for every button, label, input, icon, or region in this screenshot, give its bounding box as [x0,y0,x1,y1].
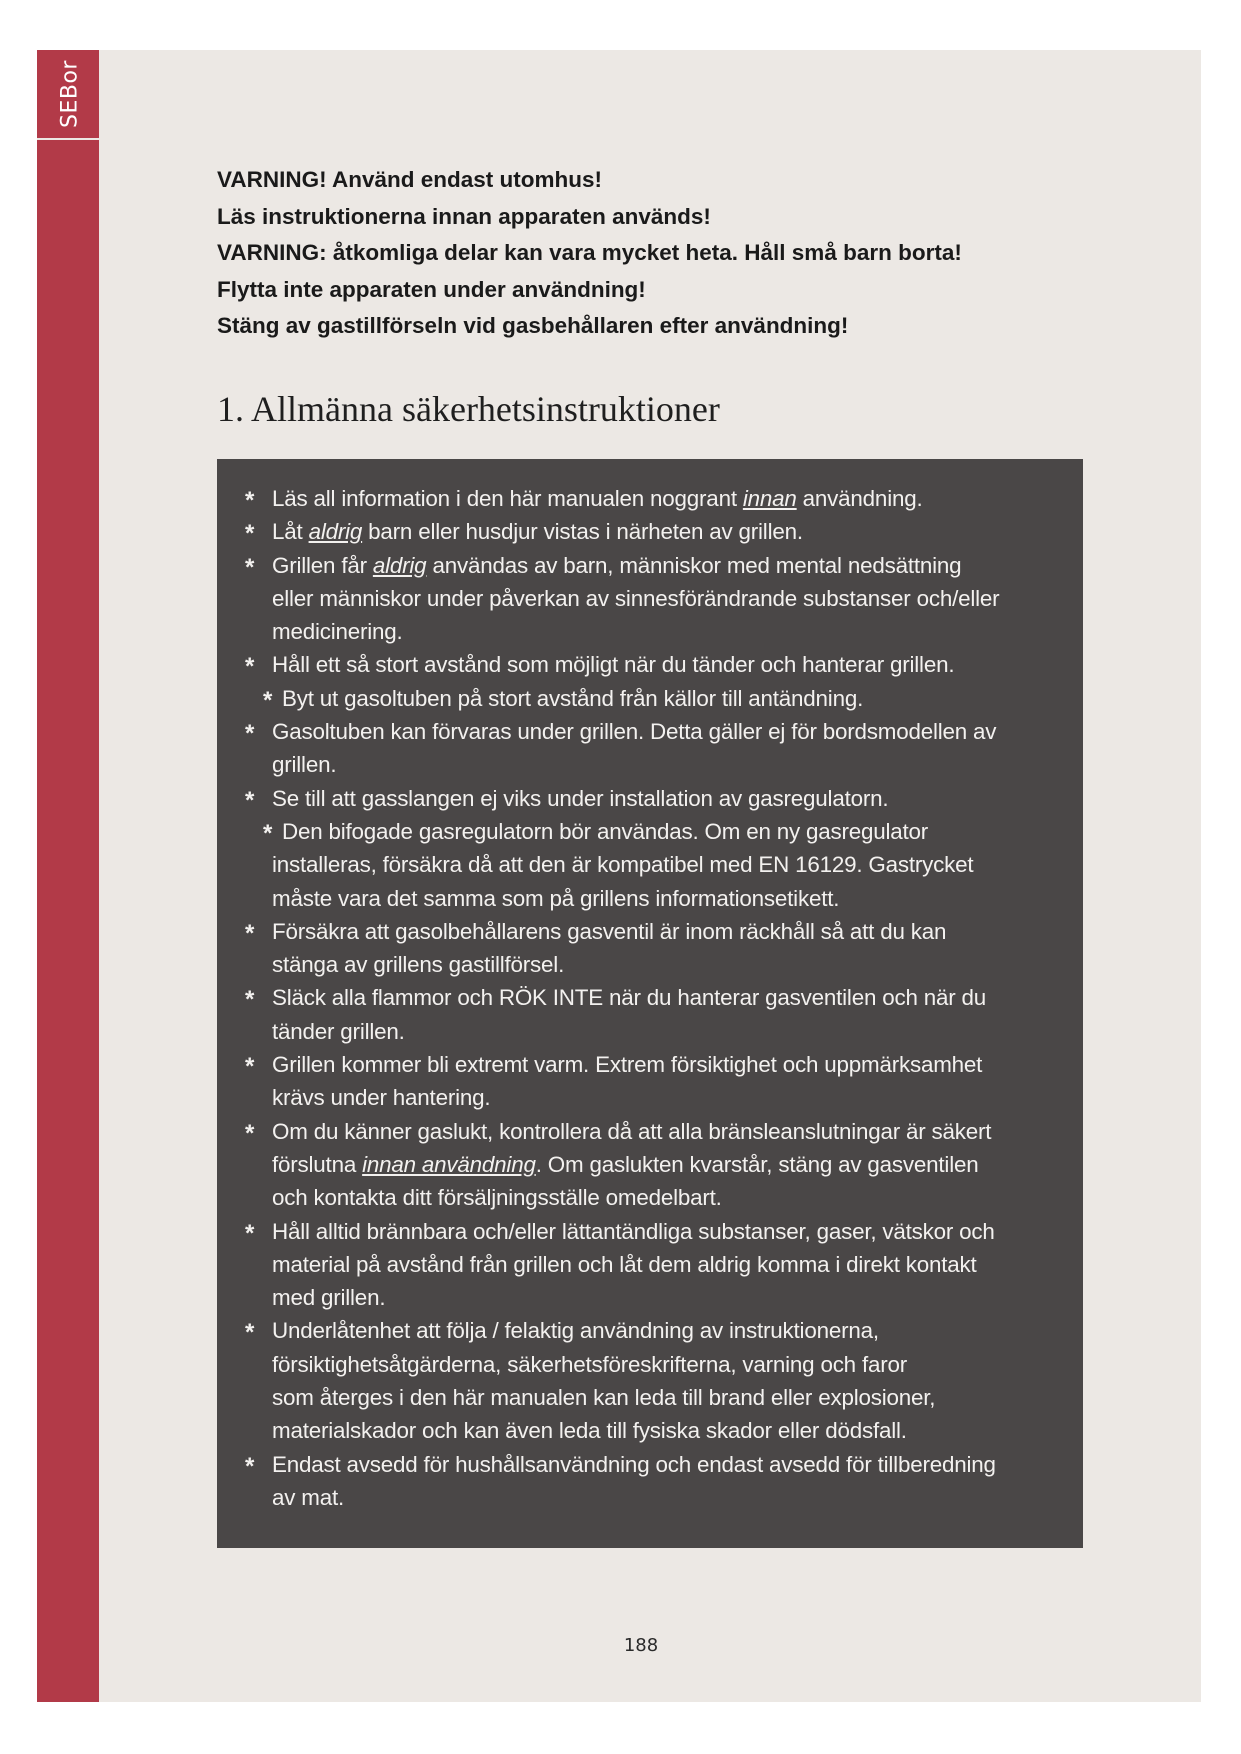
list-item: * Om du känner gaslukt, kontrollera då att alla bränsleanslutningar är säkert förslutna innan användning. Om gaslukten kvarstår, stäng av gasventilen och kontakta ditt försäljningsställe omedelbart. [245,1118,992,1211]
list-item: * Grillen kommer bli extremt varm. Extrem försiktighet och uppmärksamhet krävs under hantering. [245,1052,983,1111]
list-item: * Gasoltuben kan förvaras under grillen. Detta gäller ej för bordsmodellen av grillen. [245,719,997,778]
list-item: * Endast avsedd för hushållsanvändning och endast avsedd för tillberedning av mat. [245,1451,996,1510]
asterisk-bullet: * [245,1119,255,1147]
asterisk-bullet: * [245,487,255,514]
language-side-tab [37,50,99,1702]
list-item: * Underlåtenhet att följa / felaktig användning av instruktionerna, försiktighetsåtgärderna, säkerhetsföreskrifterna, varning och faror som återges i den här manualen kan leda till brand eller explosioner, materialskador och kan även leda till fysiska skador eller dödsfall. [245,1318,936,1444]
warning-line: Flytta inte apparaten under användning! [217,276,646,302]
asterisk-bullet: * [245,1452,255,1480]
asterisk-bullet: * [245,720,255,748]
asterisk-bullet: * [245,786,255,814]
emphasis-text: innan [742,486,797,511]
list-item: * Håll alltid brännbara och/eller lättantändliga substanser, gaser, vätskor och material på avstånd från grillen och låt dem aldrig komma i direkt kontakt med grillen. [245,1218,995,1311]
asterisk-bullet: * [245,653,255,681]
asterisk-bullet: * [263,686,273,714]
side-tab-divider [37,138,99,140]
emphasis-text: aldrig [308,519,363,545]
asterisk-bullet: * [263,819,273,847]
list-item: * Grillen får aldrig användas av barn, människor med mental nedsättning eller människor under påverkan av sinnesförändrande substanser och/eller medicinering. [245,552,1000,645]
warning-line: Stäng av gastillförseln vid gasbehållaren efter användning! [217,313,849,338]
list-item: * Håll ett så stort avstånd som möjligt när du tänder och hanterar grillen. [217,648,1083,681]
warning-line: Läs instruktionerna innan apparaten används! [217,203,711,229]
list-item: * Försäkra att gasolbehållarens gasventil är inom räckhåll så att du kan stänga av grillens gastillförsel. [245,918,947,978]
emphasis-text: innan användning [362,1151,536,1177]
list-item: * Byt ut gasoltuben på stort avstånd från källor till antändning. [217,682,1083,715]
asterisk-bullet: * [245,1053,255,1081]
emphasis-text: aldrig [372,552,427,578]
warning-block [217,162,1117,345]
asterisk-bullet: * [245,1219,255,1247]
list-item: * Se till att gasslangen ej viks under installation av gasregulatorn. [217,782,1083,815]
list-item: * Den bifogade gasregulatorn bör användas. Om en ny gasregulator installeras, försäkra då att den är kompatibel med EN 16129. Gastrycket måste vara det samma som på grillens informationsetikett. [263,818,974,911]
warning-line: VARNING! Använd endast utomhus! [217,167,603,192]
warning-line: VARNING: åtkomliga delar kan vara mycket heta. Håll små barn borta! [217,240,962,265]
asterisk-bullet: * [245,553,255,581]
page-number: 188 [623,1635,659,1656]
language-tab-label: SEBor [57,60,83,128]
section-title: 1. Allmänna säkerhetsinstruktioner [217,389,720,429]
list-item: * Släck alla flammor och RÖK INTE när du hanterar gasventilen och när du tänder grillen. [245,985,987,1044]
list-item: * Läs all information i den här manualen noggrant innan användning. [217,482,1083,515]
asterisk-bullet: * [245,520,255,548]
safety-instructions-box [217,459,1083,1548]
asterisk-bullet: * [245,1319,255,1347]
asterisk-bullet: * [245,986,255,1014]
list-item: * Låt aldrig barn eller husdjur vistas i närheten av grillen. [217,515,1083,548]
manual-page [37,50,1201,1702]
asterisk-bullet: * [245,919,255,947]
safety-instructions-list [217,482,1083,1514]
